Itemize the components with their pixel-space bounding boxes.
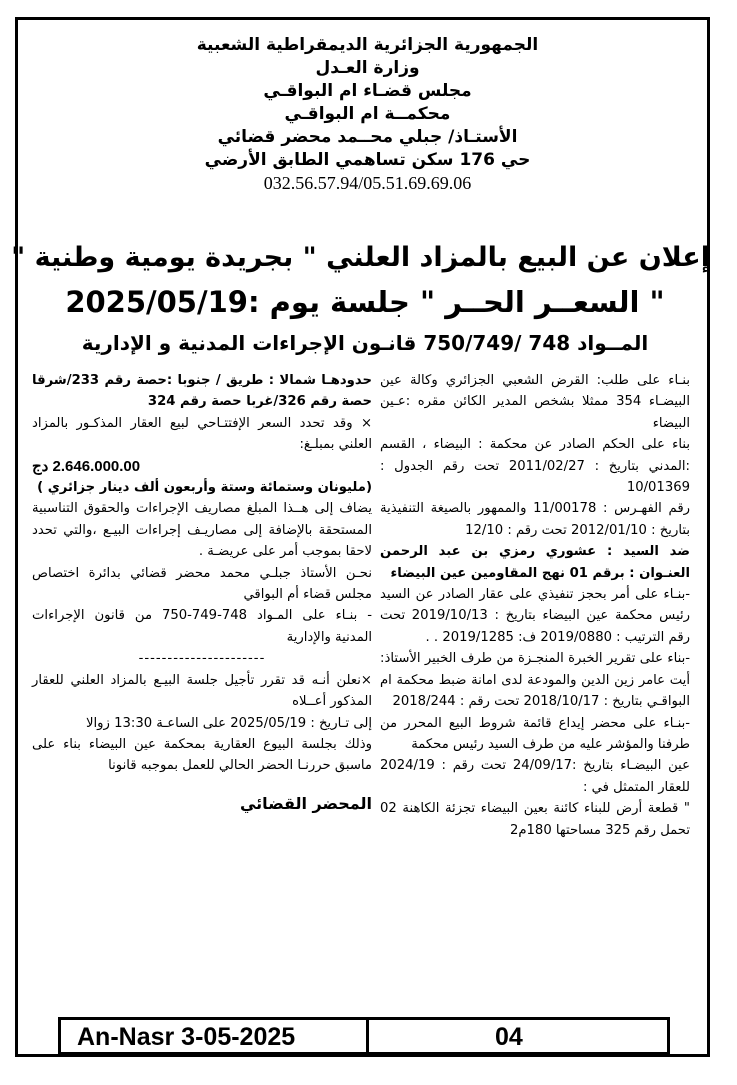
- seizure-order-paragraph: -بنـاء على أمر بحجز تنفيذي على عقار الصادر عن السيد رئيس محكمة عين البيضاء بتاريخ : 2019/10/13 تحت رقم الترتيب : 2019/0880 ف: 2019/1285 . .: [380, 587, 690, 645]
- requester-paragraph: بنـاء على طلب: القرض الشعبي الجزائري وكالة عين البيضـاء 354 ممثلا بشخص المدير الكائن مقره :عـين البيضاء: [380, 373, 690, 431]
- header-phones: 032.56.57.94/05.51.69.69.06: [263, 173, 472, 193]
- articles-paragraph: - بنـاء على المـواد 748-749-750 من قانون الإجراءات المدنية والإدارية: [32, 608, 372, 645]
- header-ministry: وزارة العـدل: [315, 58, 420, 78]
- header-address: حي 176 سكن تساهمي الطابق الأرضي: [204, 150, 531, 170]
- left-column: [32, 370, 372, 814]
- postponement-paragraph: ×نعلن أنـه قد تقرر تأجيل جلسة البيـع بالمزاد العلني للعقار المذكور أعــلاه: [32, 672, 372, 710]
- publication-name: An-Nasr 3-05-2025: [77, 1023, 296, 1051]
- index-paragraph: رقم الفهـرس : 11/00178 والممهور بالصيغة التنفيذية بتاريخ : 2012/01/10 تحت رقم : 12/10: [380, 501, 690, 538]
- right-column: [380, 370, 690, 841]
- session-title: " السعــر الحــر " جلسة يوم :2025/05/19: [65, 285, 665, 319]
- expertise-paragraph: -بناء على تقرير الخبرة المنجـزة من طرف الخبير الأستاذ: أيت عامر زين الدين والمودعة لدى امانة ضبط محكمة ام البواقـي بتاريخ : 2018/10/17 تحت رقم : 2018/244: [380, 651, 690, 710]
- judgment-paragraph: بناء على الحكم الصادر عن محكمة : البيضاء ، القسم :المدني بتاريخ : 2011/02/27 تحت رقم الجدول : 10/01369: [380, 437, 690, 496]
- notice-title: إعلان عن البيع بالمزاد العلني " بجريدة يومية وطنية ": [11, 242, 710, 273]
- header-country: الجمهورية الجزائرية الديمقراطية الشعبية: [196, 35, 539, 55]
- boundaries-paragraph: حدودهـا شمالا : طريق / جنوبا :حصة رقم 233/شرقا حصة رقم 326/غربا حصة رقم 324: [32, 373, 372, 410]
- separator: ----------------------: [138, 651, 266, 667]
- defendant-paragraph: ضد السيد : عشوري رمزي بن عبد الرحمن العنـوان : برقم 01 نهج المقاومين عين البيضاء: [380, 544, 690, 581]
- page-number: 04: [495, 1023, 523, 1051]
- signature: المحضر القضائي: [239, 793, 372, 813]
- legal-articles-title: المــواد 748 /750/749 قانـون الإجراءات المدنية و الإدارية: [81, 331, 649, 355]
- bailiff-paragraph: نحـن الأستاذ جبلـي محمد محضر قضائي بدائرة اختصاص مجلس قضاء أم البواقي: [32, 565, 372, 603]
- footer-divider: [366, 1020, 369, 1052]
- price-amount: 2.646.000.00 دج: [32, 457, 141, 475]
- venue-paragraph: وذلك بجلسة البيوع العقارية بمحكمة عين البيضاء بناء على ماسبق حررنـا الحضر الحالي للعمل بموجبه قانونا: [32, 736, 372, 774]
- fees-paragraph: يضاف إلى هــذا المبلغ مصاريف الإجراءات والحقوق التناسبية المستحقة بالإضافة إلى مصاريـف إجراءات البيـع ،والتي تحدد لاحقا بموجب أمر على عريضـة .: [32, 501, 372, 560]
- header-council: مجلس قضـاء ام البواقـي: [263, 81, 472, 101]
- letterhead: [40, 34, 695, 195]
- price-paragraph: × وقد تحدد السعر الإفتتـاحي لبيع العقار المذكـور بالمزاد العلني بمبلـغ:: [32, 415, 372, 453]
- price-words: (مليونان وستمائة وستة وأربعون ألف دينار جزائري ): [37, 480, 372, 496]
- conditions-date-paragraph: عين البيضـاء بتاريخ :24/09/17 تحت رقم : 2024/19 للعقار المتمثل في :: [380, 758, 690, 795]
- session-date-paragraph: إلى تـاريخ : 2025/05/19 على الساعـة 13:30 زوالا: [85, 715, 372, 731]
- header-bailiff: الأستـاذ/ جبلي محــمد محضر قضائي: [217, 127, 518, 147]
- footer-box: [58, 1017, 670, 1055]
- property-paragraph: " قطعة أرض للبناء كائنة بعين البيضاء تجزئة الكاهنة 02 تحمل رقم 325 مساحتها 180م2: [380, 801, 690, 838]
- conditions-paragraph: -بنـاء على محضر إيداع قائمة شروط البيع المحرر من طرفنا والمؤشر عليه من طرف السيد رئيس محكمة: [380, 715, 690, 752]
- header-court: محكمــة ام البواقـي: [284, 104, 451, 124]
